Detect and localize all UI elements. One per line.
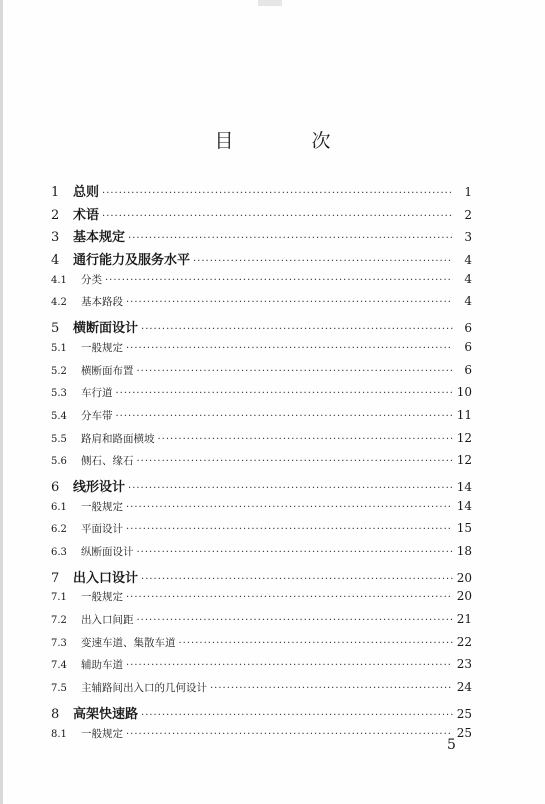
toc-section-row[interactable] (50, 544, 472, 567)
toc-leader-dots (158, 434, 454, 445)
toc-number: 8 (51, 706, 60, 722)
toc-number: 7.2 (51, 615, 67, 627)
toc-title: 通行能力及服务水平 (73, 253, 191, 269)
toc-chapter-row[interactable] (50, 703, 472, 726)
toc-title: 纵断面设计 (81, 546, 134, 558)
toc-number: 4.2 (51, 297, 67, 309)
toc-title: 辅助车道 (81, 659, 123, 672)
toc-section-row[interactable] (50, 431, 472, 454)
toc-section-row[interactable] (50, 680, 472, 703)
toc-page-number: 3 (464, 230, 472, 245)
toc-page-number: 11 (456, 407, 472, 422)
toc-leader-dots (102, 188, 453, 199)
toc-leader-dots (128, 483, 453, 494)
toc-title: 路肩和路面横坡 (81, 432, 155, 445)
toc-page-number: 24 (456, 680, 472, 695)
toc-leader-dots (193, 256, 453, 267)
toc-page-number: 14 (456, 498, 472, 513)
toc-title: 平面设计 (81, 523, 123, 536)
toc-page-number: 6 (464, 362, 472, 377)
toc-chapter-row[interactable] (50, 249, 472, 272)
toc-number: 5.5 (51, 433, 67, 445)
toc-number: 7.4 (51, 660, 67, 672)
toc-number: 5.3 (51, 388, 67, 400)
toc-number: 5.2 (51, 365, 67, 377)
toc-number: 2 (51, 207, 60, 223)
toc-section-row[interactable] (50, 340, 472, 363)
toc-leader-dots (137, 456, 454, 467)
toc-page-number: 6 (464, 339, 472, 354)
toc-section-row[interactable] (50, 612, 472, 635)
toc-page-number: 15 (456, 521, 472, 536)
toc-number: 4.1 (51, 274, 67, 286)
toc-leader-dots (116, 388, 454, 399)
toc-chapter-row[interactable] (50, 317, 472, 340)
toc-page-number: 12 (456, 430, 472, 445)
toc-page-number: 4 (464, 253, 472, 268)
toc-page-number: 6 (464, 321, 472, 336)
toc-leader-dots (126, 592, 453, 603)
toc-leader-dots (126, 502, 453, 513)
toc-leader-dots (141, 710, 453, 721)
toc-title: 分类 (81, 273, 102, 286)
toc-number: 5.6 (51, 456, 67, 468)
toc-page-number: 1 (464, 185, 472, 199)
toc-section-row[interactable] (50, 521, 472, 544)
toc-number: 1 (51, 185, 60, 200)
toc-section-row[interactable] (50, 294, 472, 317)
toc-title: 出入口间距 (81, 614, 134, 627)
toc-section-row[interactable] (50, 408, 472, 431)
toc-page-number: 2 (464, 207, 472, 222)
toc-section-row[interactable] (50, 635, 472, 658)
toc-page-number: 20 (456, 589, 472, 604)
toc-leader-dots (137, 615, 454, 626)
toc-leader-dots (141, 324, 453, 335)
toc-page-number: 14 (456, 479, 472, 494)
toc-leader-dots (126, 660, 453, 671)
toc-chapter-row[interactable] (50, 226, 472, 249)
toc-number: 4 (51, 253, 60, 269)
toc-number: 8.1 (51, 728, 67, 740)
toc-number: 6.1 (51, 501, 67, 513)
toc-title: 一般规定 (81, 341, 123, 354)
toc-page-number: 25 (456, 725, 472, 740)
toc-section-row[interactable] (50, 499, 472, 522)
toc-leader-dots (210, 683, 453, 694)
toc-page-number: 22 (456, 634, 472, 649)
toc-title: 一般规定 (81, 727, 123, 740)
toc-section-row[interactable] (50, 589, 472, 612)
toc-leader-dots (116, 411, 454, 422)
toc-chapter-row[interactable] (50, 476, 472, 499)
toc-chapter-row[interactable] (50, 181, 472, 204)
toc-title: 变速车道、集散车道 (81, 636, 176, 649)
toc-title: 基本规定 (73, 230, 126, 246)
toc-title: 基本路段 (81, 296, 123, 309)
toc-title: 高架快速路 (73, 706, 139, 722)
toc-leader-dots (126, 729, 453, 740)
toc-leader-dots (137, 366, 454, 377)
toc-chapter-row[interactable] (50, 567, 472, 590)
toc-leader-dots (126, 343, 453, 354)
toc-number: 5.4 (51, 410, 67, 422)
toc-leader-dots (126, 524, 453, 535)
toc-number: 6 (51, 479, 60, 495)
toc-section-row[interactable] (50, 453, 472, 476)
toc-page-number: 10 (456, 385, 472, 400)
toc-section-row[interactable] (50, 272, 472, 295)
toc-title: 线形设计 (73, 479, 126, 495)
toc-number: 7 (51, 570, 60, 586)
toc-number: 5 (51, 321, 60, 337)
toc-title: 分车带 (81, 409, 113, 422)
toc-number: 5.1 (51, 342, 67, 354)
toc-leader-dots (128, 233, 453, 244)
toc-page-number: 4 (464, 271, 472, 286)
toc-title: 车行道 (81, 387, 113, 400)
toc-page-number: 20 (456, 570, 472, 585)
toc-number: 3 (51, 230, 60, 246)
toc-leader-dots (137, 547, 454, 558)
toc-title: 主辅路间出入口的几何设计 (81, 682, 207, 695)
toc-page-number: 18 (456, 544, 472, 558)
page-title: 目 次 (214, 130, 367, 152)
toc-title: 总则 (73, 185, 100, 200)
toc-number: 7.5 (51, 683, 67, 695)
toc-leader-dots (105, 275, 453, 286)
toc-title: 侧石、缘石 (81, 455, 134, 468)
toc-number: 6.3 (51, 547, 67, 558)
toc-leader-dots (179, 638, 454, 649)
toc-section-row[interactable] (50, 363, 472, 386)
toc-leader-dots (102, 211, 453, 222)
toc-title: 横断面设计 (73, 321, 139, 337)
page-number: 5 (447, 737, 456, 753)
toc-page-number: 23 (456, 657, 472, 672)
toc-number: 7.1 (51, 592, 67, 604)
toc-section-row[interactable] (50, 385, 472, 408)
toc-page-number: 25 (456, 706, 472, 721)
toc-number: 7.3 (51, 637, 67, 649)
toc-title: 一般规定 (81, 591, 123, 604)
scan-mark (258, 0, 282, 6)
toc-section-row[interactable] (50, 726, 472, 749)
toc-number: 6.2 (51, 524, 67, 536)
toc-title: 出入口设计 (73, 570, 139, 586)
toc-title: 横断面布置 (81, 364, 134, 377)
toc-title: 术语 (73, 207, 100, 223)
toc-title: 一般规定 (81, 500, 123, 513)
toc-chapter-row[interactable] (50, 204, 472, 227)
toc-page-number: 21 (456, 612, 472, 627)
table-of-contents (50, 181, 472, 748)
toc-page-number: 12 (456, 453, 472, 468)
page-edge-shadow (0, 0, 3, 804)
toc-section-row[interactable] (50, 657, 472, 680)
toc-leader-dots (126, 297, 453, 308)
toc-page-number: 4 (464, 294, 472, 309)
toc-leader-dots (141, 574, 453, 585)
